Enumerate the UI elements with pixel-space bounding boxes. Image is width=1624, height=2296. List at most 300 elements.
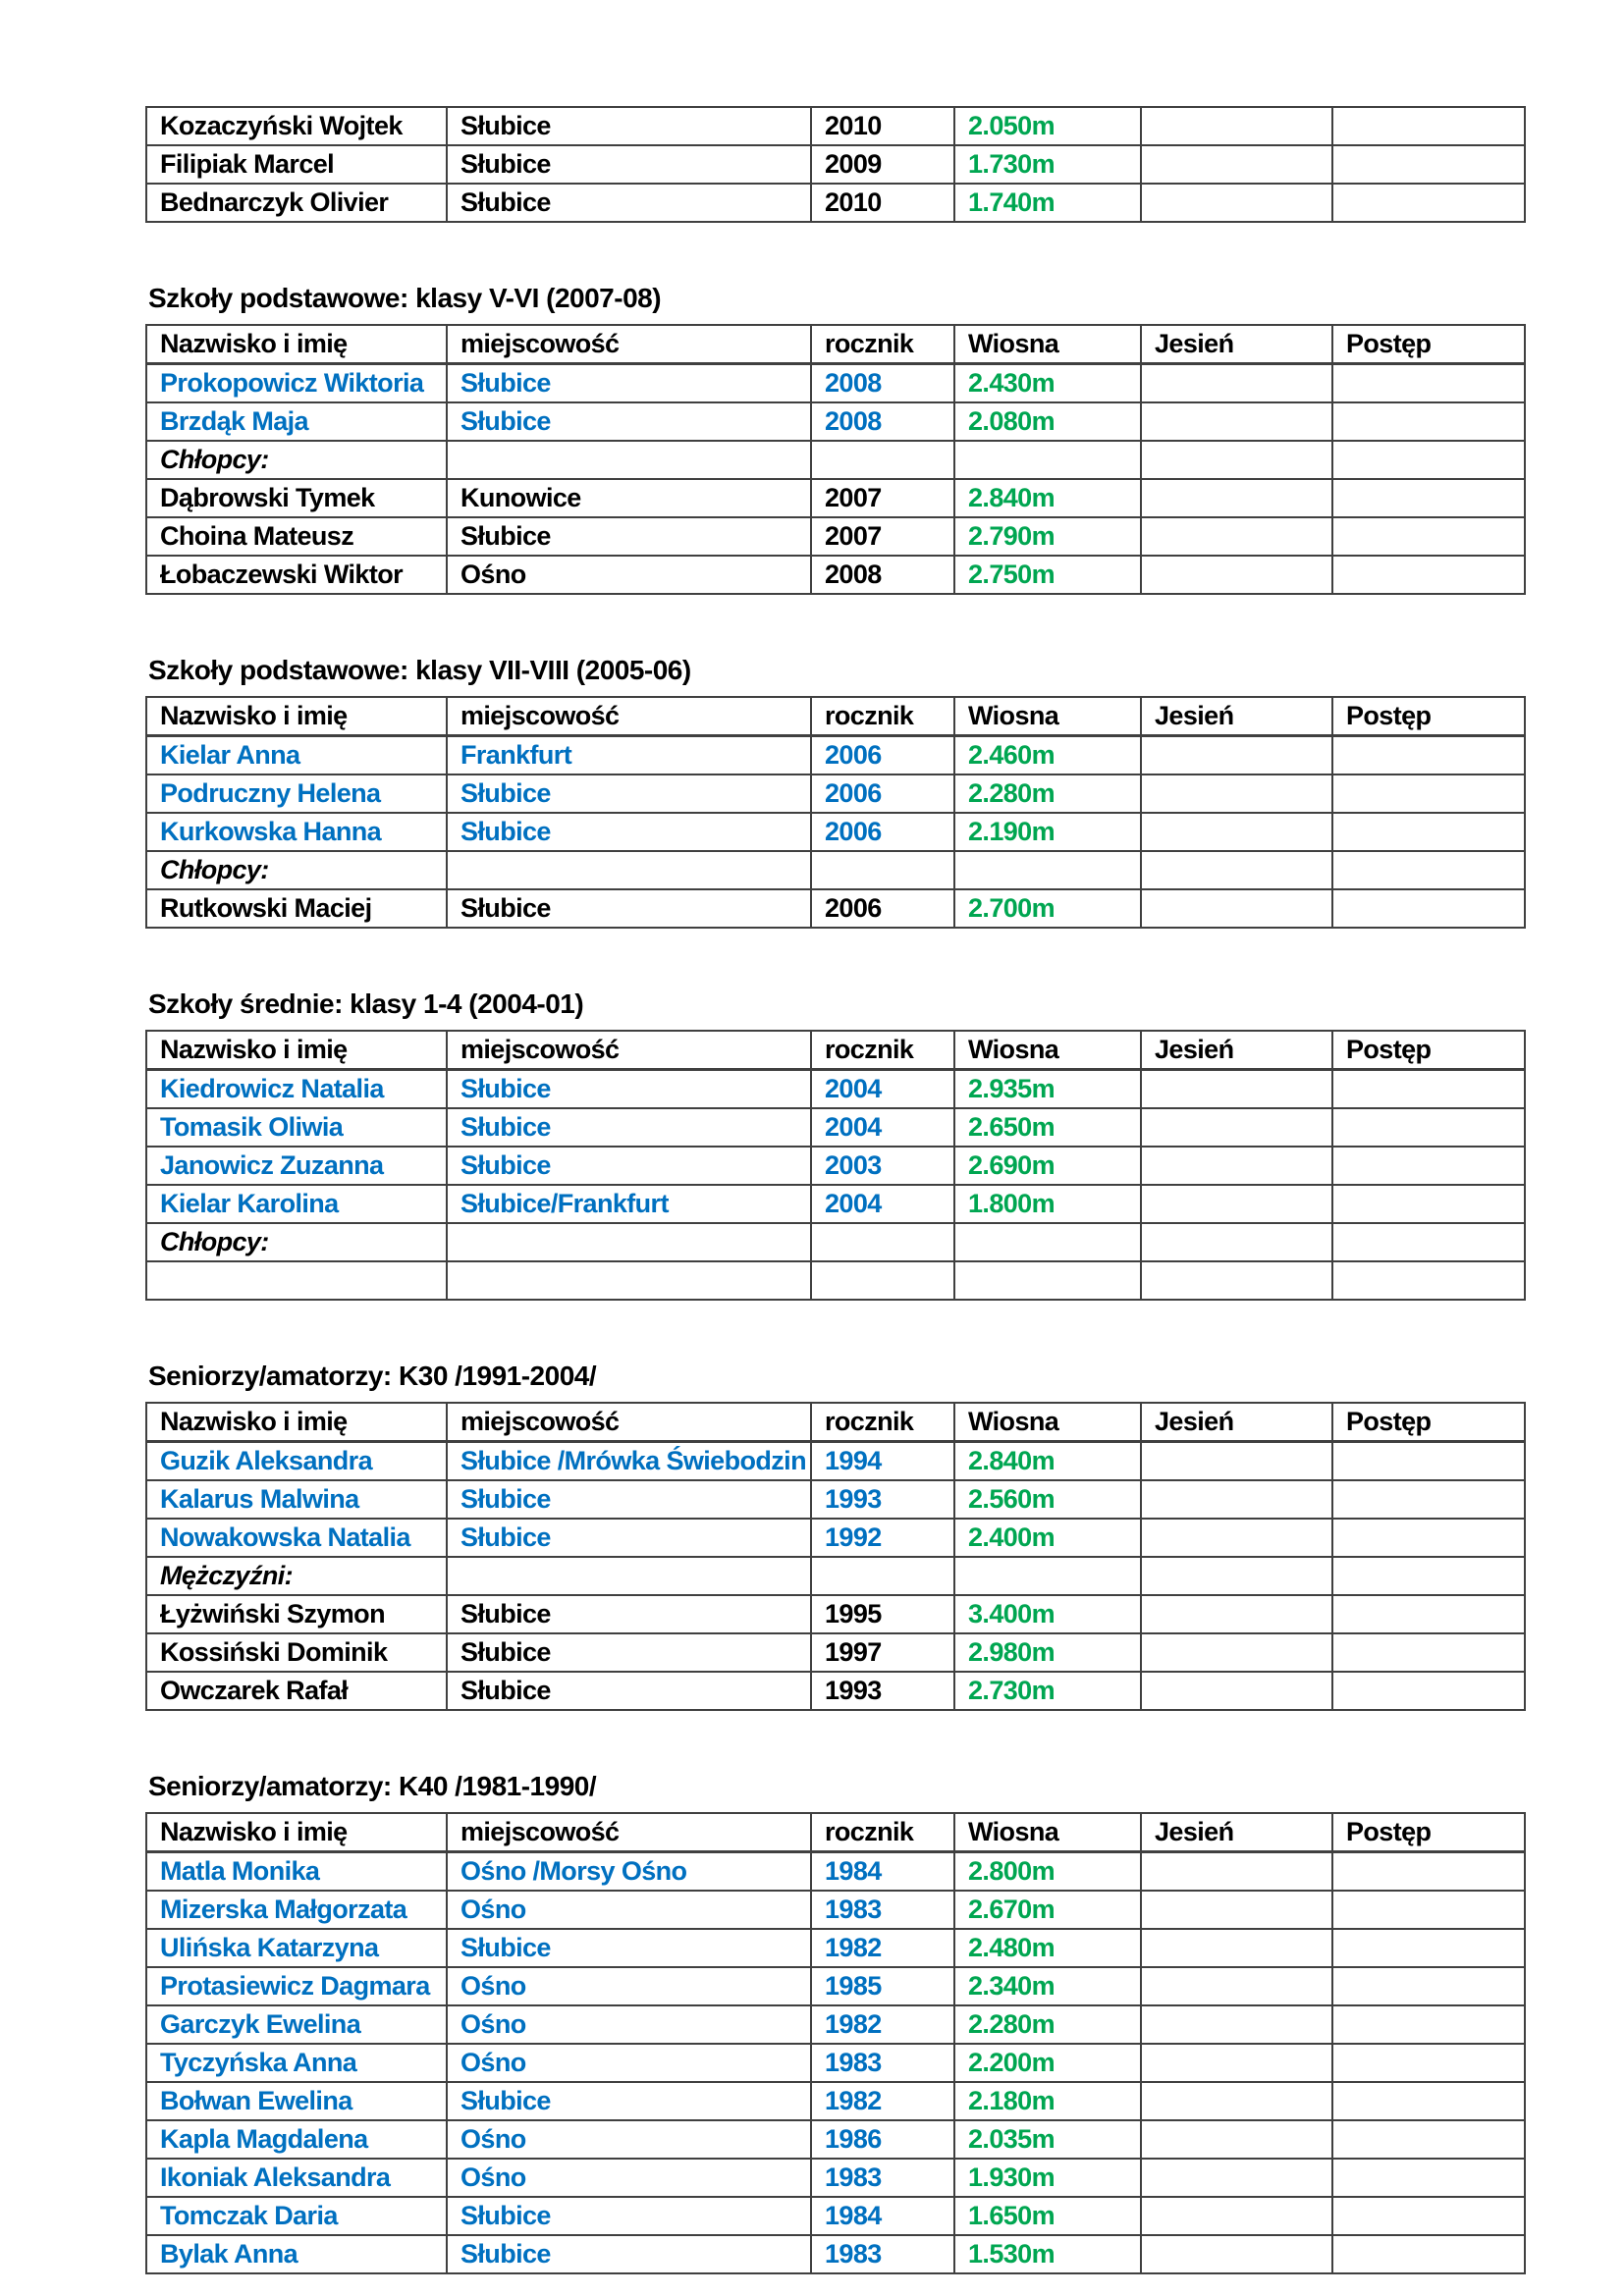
cell-year: 1984 <box>811 1852 954 1892</box>
cell-jesien <box>1141 2120 1332 2159</box>
cell-wiosna: 2.750m <box>954 556 1141 594</box>
cell-wiosna: 2.280m <box>954 2005 1141 2044</box>
cell-name: Podruczny Helena <box>146 774 447 813</box>
cell-year: 1982 <box>811 2082 954 2120</box>
cell-year: 1993 <box>811 1480 954 1519</box>
column-header-wiosna: Wiosna <box>954 1031 1141 1070</box>
cell-place: Słubice <box>447 1595 811 1633</box>
cell-wiosna: 2.800m <box>954 1852 1141 1892</box>
table-row <box>146 556 1525 594</box>
cell-name: Łyżwiński Szymon <box>146 1595 447 1633</box>
cell-year: 1995 <box>811 1595 954 1633</box>
cell-place: Słubice <box>447 813 811 851</box>
cell-name: Kielar Karolina <box>146 1185 447 1223</box>
cell-wiosna: 2.190m <box>954 813 1141 851</box>
column-header-place: miejscowość <box>447 1031 811 1070</box>
cell-jesien <box>1141 813 1332 851</box>
column-header-jesien: Jesień <box>1141 697 1332 736</box>
cell-year: 2006 <box>811 889 954 928</box>
column-header-jesien: Jesień <box>1141 325 1332 364</box>
cell-name: Filipiak Marcel <box>146 145 447 184</box>
column-header-place: miejscowość <box>447 325 811 364</box>
cell-place: Ośno <box>447 2005 811 2044</box>
cell-wiosna: 1.730m <box>954 145 1141 184</box>
cell-wiosna: 2.480m <box>954 1929 1141 1967</box>
cell-name: Garczyk Ewelina <box>146 2005 447 2044</box>
cell-jesien <box>1141 1070 1332 1109</box>
cell-name: Kozaczyński Wojtek <box>146 107 447 145</box>
column-header-jesien: Jesień <box>1141 1031 1332 1070</box>
results-table <box>145 1030 1526 1301</box>
empty-cell <box>1332 441 1525 479</box>
cell-place: Kunowice <box>447 479 811 517</box>
table-row <box>146 145 1525 184</box>
section-title: Szkoły podstawowe: klasy VII-VIII (2005-06) <box>148 655 691 685</box>
cell-jesien <box>1141 1891 1332 1929</box>
cell-name: Prokopowicz Wiktoria <box>146 364 447 403</box>
results-table <box>145 1402 1526 1711</box>
cell-place: Słubice <box>447 1108 811 1147</box>
cell-wiosna: 2.560m <box>954 1480 1141 1519</box>
cell-name: Janowicz Zuzanna <box>146 1147 447 1185</box>
column-header-wiosna: Wiosna <box>954 325 1141 364</box>
cell-postep <box>1332 1967 1525 2005</box>
cell-wiosna: 3.400m <box>954 1595 1141 1633</box>
table-row <box>146 1891 1525 1929</box>
table-row <box>146 1480 1525 1519</box>
table-row <box>146 2235 1525 2273</box>
cell-wiosna: 1.530m <box>954 2235 1141 2273</box>
group-label: Chłopcy: <box>146 441 447 479</box>
table-row <box>146 736 1525 775</box>
cell-jesien <box>1141 1967 1332 2005</box>
results-table <box>145 696 1526 929</box>
cell-place: Ośno <box>447 1891 811 1929</box>
cell-year: 1982 <box>811 1929 954 1967</box>
empty-cell <box>1332 1223 1525 1261</box>
empty-cell <box>811 1261 954 1300</box>
cell-place: Słubice <box>447 1519 811 1557</box>
empty-cell <box>811 1223 954 1261</box>
group-label: Chłopcy: <box>146 851 447 889</box>
cell-year: 2004 <box>811 1070 954 1109</box>
cell-year: 2006 <box>811 774 954 813</box>
column-header-wiosna: Wiosna <box>954 1403 1141 1442</box>
table-row <box>146 2120 1525 2159</box>
cell-jesien <box>1141 1633 1332 1672</box>
cell-place: Słubice <box>447 2197 811 2235</box>
cell-year: 2007 <box>811 479 954 517</box>
cell-postep <box>1332 1480 1525 1519</box>
cell-wiosna: 2.690m <box>954 1147 1141 1185</box>
cell-name: Brzdąk Maja <box>146 402 447 441</box>
empty-cell <box>447 441 811 479</box>
table-row <box>146 2044 1525 2082</box>
empty-cell <box>811 851 954 889</box>
table-row <box>146 1108 1525 1147</box>
column-header-postep: Postęp <box>1332 1403 1525 1442</box>
cell-year: 1984 <box>811 2197 954 2235</box>
column-header-year: rocznik <box>811 1031 954 1070</box>
cell-jesien <box>1141 364 1332 403</box>
cell-name: Guzik Aleksandra <box>146 1442 447 1481</box>
cell-year: 1985 <box>811 1967 954 2005</box>
group-label: Chłopcy: <box>146 1223 447 1261</box>
cell-place: Słubice <box>447 517 811 556</box>
cell-postep <box>1332 1070 1525 1109</box>
column-header-name: Nazwisko i imię <box>146 1813 447 1852</box>
column-header-postep: Postęp <box>1332 1031 1525 1070</box>
cell-year: 1983 <box>811 2235 954 2273</box>
cell-wiosna: 1.800m <box>954 1185 1141 1223</box>
cell-postep <box>1332 2082 1525 2120</box>
cell-jesien <box>1141 1929 1332 1967</box>
column-header-place: miejscowość <box>447 697 811 736</box>
empty-row <box>146 1261 1525 1300</box>
cell-wiosna: 2.035m <box>954 2120 1141 2159</box>
cell-wiosna: 2.840m <box>954 1442 1141 1481</box>
cell-jesien <box>1141 1595 1332 1633</box>
cell-postep <box>1332 479 1525 517</box>
cell-wiosna: 2.730m <box>954 1672 1141 1710</box>
cell-postep <box>1332 1108 1525 1147</box>
cell-wiosna: 2.340m <box>954 1967 1141 2005</box>
empty-cell <box>954 1557 1141 1595</box>
cell-place: Słubice /Mrówka Świebodzin <box>447 1442 811 1481</box>
empty-cell <box>1141 851 1332 889</box>
cell-jesien <box>1141 1147 1332 1185</box>
cell-place: Słubice <box>447 889 811 928</box>
cell-name: Rutkowski Maciej <box>146 889 447 928</box>
cell-postep <box>1332 2235 1525 2273</box>
results-table <box>145 106 1526 223</box>
cell-jesien <box>1141 736 1332 775</box>
cell-postep <box>1332 184 1525 222</box>
cell-place: Ośno <box>447 1967 811 2005</box>
cell-place: Słubice <box>447 184 811 222</box>
section-title: Seniorzy/amatorzy: K30 /1991-2004/ <box>148 1361 597 1391</box>
cell-jesien <box>1141 1519 1332 1557</box>
cell-postep <box>1332 1147 1525 1185</box>
table-row <box>146 402 1525 441</box>
cell-jesien <box>1141 2197 1332 2235</box>
cell-year: 1997 <box>811 1633 954 1672</box>
table-header-row <box>146 1403 1525 1442</box>
table-header-row <box>146 1813 1525 1852</box>
table-row <box>146 889 1525 928</box>
cell-name: Tyczyńska Anna <box>146 2044 447 2082</box>
cell-place: Słubice <box>447 364 811 403</box>
column-header-year: rocznik <box>811 325 954 364</box>
cell-jesien <box>1141 2005 1332 2044</box>
empty-cell <box>811 441 954 479</box>
cell-year: 1992 <box>811 1519 954 1557</box>
cell-year: 1983 <box>811 2044 954 2082</box>
empty-cell <box>447 1557 811 1595</box>
cell-place: Frankfurt <box>447 736 811 775</box>
empty-cell <box>954 1223 1141 1261</box>
cell-wiosna: 2.840m <box>954 479 1141 517</box>
cell-name: Tomasik Oliwia <box>146 1108 447 1147</box>
empty-cell <box>146 1261 447 1300</box>
column-header-name: Nazwisko i imię <box>146 325 447 364</box>
cell-name: Ikoniak Aleksandra <box>146 2159 447 2197</box>
cell-wiosna: 1.650m <box>954 2197 1141 2235</box>
cell-name: Bylak Anna <box>146 2235 447 2273</box>
group-label: Mężczyźni: <box>146 1557 447 1595</box>
empty-cell <box>1141 441 1332 479</box>
cell-wiosna: 2.180m <box>954 2082 1141 2120</box>
cell-year: 2007 <box>811 517 954 556</box>
cell-place: Ośno <box>447 2120 811 2159</box>
cell-name: Matla Monika <box>146 1852 447 1892</box>
empty-cell <box>1332 1557 1525 1595</box>
table-header-row <box>146 1031 1525 1070</box>
table-header-row <box>146 325 1525 364</box>
cell-jesien <box>1141 2159 1332 2197</box>
cell-name: Owczarek Rafał <box>146 1672 447 1710</box>
cell-year: 2006 <box>811 736 954 775</box>
cell-postep <box>1332 774 1525 813</box>
cell-postep <box>1332 736 1525 775</box>
empty-cell <box>447 851 811 889</box>
cell-wiosna: 2.200m <box>954 2044 1141 2082</box>
cell-year: 2008 <box>811 402 954 441</box>
group-label-row <box>146 441 1525 479</box>
cell-postep <box>1332 2197 1525 2235</box>
empty-cell <box>1332 851 1525 889</box>
cell-jesien <box>1141 1185 1332 1223</box>
cell-name: Dąbrowski Tymek <box>146 479 447 517</box>
cell-postep <box>1332 2159 1525 2197</box>
table-header-row <box>146 697 1525 736</box>
cell-year: 2003 <box>811 1147 954 1185</box>
cell-wiosna: 2.670m <box>954 1891 1141 1929</box>
empty-cell <box>954 1261 1141 1300</box>
cell-jesien <box>1141 2082 1332 2120</box>
column-header-jesien: Jesień <box>1141 1403 1332 1442</box>
table-row <box>146 479 1525 517</box>
cell-year: 1993 <box>811 1672 954 1710</box>
column-header-jesien: Jesień <box>1141 1813 1332 1852</box>
cell-name: Kurkowska Hanna <box>146 813 447 851</box>
cell-wiosna: 2.080m <box>954 402 1141 441</box>
cell-year: 2004 <box>811 1108 954 1147</box>
cell-postep <box>1332 1929 1525 1967</box>
cell-name: Tomczak Daria <box>146 2197 447 2235</box>
cell-name: Kalarus Malwina <box>146 1480 447 1519</box>
cell-place: Słubice <box>447 1147 811 1185</box>
cell-postep <box>1332 1891 1525 1929</box>
empty-cell <box>954 441 1141 479</box>
cell-name: Bednarczyk Olivier <box>146 184 447 222</box>
cell-name: Łobaczewski Wiktor <box>146 556 447 594</box>
cell-jesien <box>1141 2044 1332 2082</box>
cell-place: Słubice <box>447 1929 811 1967</box>
cell-jesien <box>1141 774 1332 813</box>
cell-name: Kossiński Dominik <box>146 1633 447 1672</box>
table-row <box>146 774 1525 813</box>
cell-postep <box>1332 1442 1525 1481</box>
cell-year: 1983 <box>811 2159 954 2197</box>
cell-postep <box>1332 1672 1525 1710</box>
cell-jesien <box>1141 145 1332 184</box>
cell-name: Nowakowska Natalia <box>146 1519 447 1557</box>
cell-name: Ulińska Katarzyna <box>146 1929 447 1967</box>
cell-wiosna: 2.700m <box>954 889 1141 928</box>
cell-wiosna: 2.050m <box>954 107 1141 145</box>
cell-wiosna: 2.460m <box>954 736 1141 775</box>
cell-place: Słubice <box>447 1070 811 1109</box>
cell-place: Słubice <box>447 402 811 441</box>
table-row <box>146 184 1525 222</box>
column-header-place: miejscowość <box>447 1813 811 1852</box>
table-row <box>146 813 1525 851</box>
table-row <box>146 1852 1525 1892</box>
cell-name: Protasiewicz Dagmara <box>146 1967 447 2005</box>
column-header-place: miejscowość <box>447 1403 811 1442</box>
table-row <box>146 1442 1525 1481</box>
cell-place: Ośno <box>447 2159 811 2197</box>
table-row <box>146 364 1525 403</box>
column-header-name: Nazwisko i imię <box>146 697 447 736</box>
cell-jesien <box>1141 107 1332 145</box>
cell-postep <box>1332 107 1525 145</box>
table-row <box>146 2197 1525 2235</box>
cell-postep <box>1332 889 1525 928</box>
cell-name: Kiedrowicz Natalia <box>146 1070 447 1109</box>
empty-cell <box>1141 1557 1332 1595</box>
cell-year: 2004 <box>811 1185 954 1223</box>
cell-postep <box>1332 1595 1525 1633</box>
empty-cell <box>1141 1223 1332 1261</box>
cell-postep <box>1332 517 1525 556</box>
cell-wiosna: 2.400m <box>954 1519 1141 1557</box>
cell-jesien <box>1141 1852 1332 1892</box>
cell-jesien <box>1141 402 1332 441</box>
cell-year: 2010 <box>811 184 954 222</box>
cell-place: Słubice <box>447 145 811 184</box>
cell-year: 1986 <box>811 2120 954 2159</box>
group-label-row <box>146 1223 1525 1261</box>
cell-place: Słubice <box>447 107 811 145</box>
section-title: Szkoły średnie: klasy 1-4 (2004-01) <box>148 988 584 1019</box>
cell-year: 1982 <box>811 2005 954 2044</box>
empty-cell <box>1332 1261 1525 1300</box>
table-row <box>146 2082 1525 2120</box>
empty-cell <box>811 1557 954 1595</box>
column-header-name: Nazwisko i imię <box>146 1403 447 1442</box>
cell-year: 1983 <box>811 1891 954 1929</box>
cell-place: Słubice/Frankfurt <box>447 1185 811 1223</box>
table-row <box>146 1595 1525 1633</box>
cell-postep <box>1332 556 1525 594</box>
column-header-name: Nazwisko i imię <box>146 1031 447 1070</box>
results-content <box>145 0 1624 2274</box>
cell-wiosna: 2.430m <box>954 364 1141 403</box>
cell-jesien <box>1141 517 1332 556</box>
empty-cell <box>447 1223 811 1261</box>
table-row <box>146 1070 1525 1109</box>
cell-postep <box>1332 402 1525 441</box>
results-table <box>145 324 1526 595</box>
cell-postep <box>1332 145 1525 184</box>
cell-name: Mizerska Małgorzata <box>146 1891 447 1929</box>
table-row <box>146 1967 1525 2005</box>
cell-postep <box>1332 2120 1525 2159</box>
cell-year: 2008 <box>811 556 954 594</box>
empty-cell <box>1141 1261 1332 1300</box>
cell-wiosna: 2.790m <box>954 517 1141 556</box>
table-row <box>146 1633 1525 1672</box>
group-label-row <box>146 1557 1525 1595</box>
cell-year: 2006 <box>811 813 954 851</box>
cell-place: Słubice <box>447 2082 811 2120</box>
table-row <box>146 2159 1525 2197</box>
cell-place: Słubice <box>447 1633 811 1672</box>
group-label-row <box>146 851 1525 889</box>
cell-name: Bołwan Ewelina <box>146 2082 447 2120</box>
column-header-wiosna: Wiosna <box>954 697 1141 736</box>
cell-year: 2010 <box>811 107 954 145</box>
cell-postep <box>1332 813 1525 851</box>
table-row <box>146 1519 1525 1557</box>
table-row <box>146 1185 1525 1223</box>
column-header-year: rocznik <box>811 697 954 736</box>
cell-jesien <box>1141 479 1332 517</box>
cell-place: Ośno /Morsy Ośno <box>447 1852 811 1892</box>
cell-jesien <box>1141 1442 1332 1481</box>
cell-year: 2009 <box>811 145 954 184</box>
cell-place: Ośno <box>447 556 811 594</box>
results-table <box>145 1812 1526 2274</box>
table-row <box>146 517 1525 556</box>
cell-jesien <box>1141 1480 1332 1519</box>
cell-wiosna: 2.935m <box>954 1070 1141 1109</box>
section-title: Seniorzy/amatorzy: K40 /1981-1990/ <box>148 1771 597 1801</box>
cell-postep <box>1332 2044 1525 2082</box>
column-header-wiosna: Wiosna <box>954 1813 1141 1852</box>
table-row <box>146 1147 1525 1185</box>
table-row <box>146 1672 1525 1710</box>
cell-year: 1994 <box>811 1442 954 1481</box>
cell-postep <box>1332 1633 1525 1672</box>
cell-name: Choina Mateusz <box>146 517 447 556</box>
cell-name: Kielar Anna <box>146 736 447 775</box>
empty-cell <box>954 851 1141 889</box>
cell-jesien <box>1141 1672 1332 1710</box>
cell-postep <box>1332 1519 1525 1557</box>
cell-wiosna: 2.280m <box>954 774 1141 813</box>
cell-name: Kapla Magdalena <box>146 2120 447 2159</box>
cell-place: Słubice <box>447 2235 811 2273</box>
section-title: Szkoły podstawowe: klasy V-VI (2007-08) <box>148 283 662 313</box>
cell-jesien <box>1141 556 1332 594</box>
table-row <box>146 107 1525 145</box>
cell-wiosna: 2.980m <box>954 1633 1141 1672</box>
column-header-year: rocznik <box>811 1813 954 1852</box>
cell-postep <box>1332 1852 1525 1892</box>
cell-place: Słubice <box>447 774 811 813</box>
cell-jesien <box>1141 2235 1332 2273</box>
cell-jesien <box>1141 889 1332 928</box>
cell-jesien <box>1141 1108 1332 1147</box>
column-header-postep: Postęp <box>1332 697 1525 736</box>
table-row <box>146 2005 1525 2044</box>
column-header-year: rocznik <box>811 1403 954 1442</box>
cell-postep <box>1332 1185 1525 1223</box>
cell-place: Słubice <box>447 1480 811 1519</box>
